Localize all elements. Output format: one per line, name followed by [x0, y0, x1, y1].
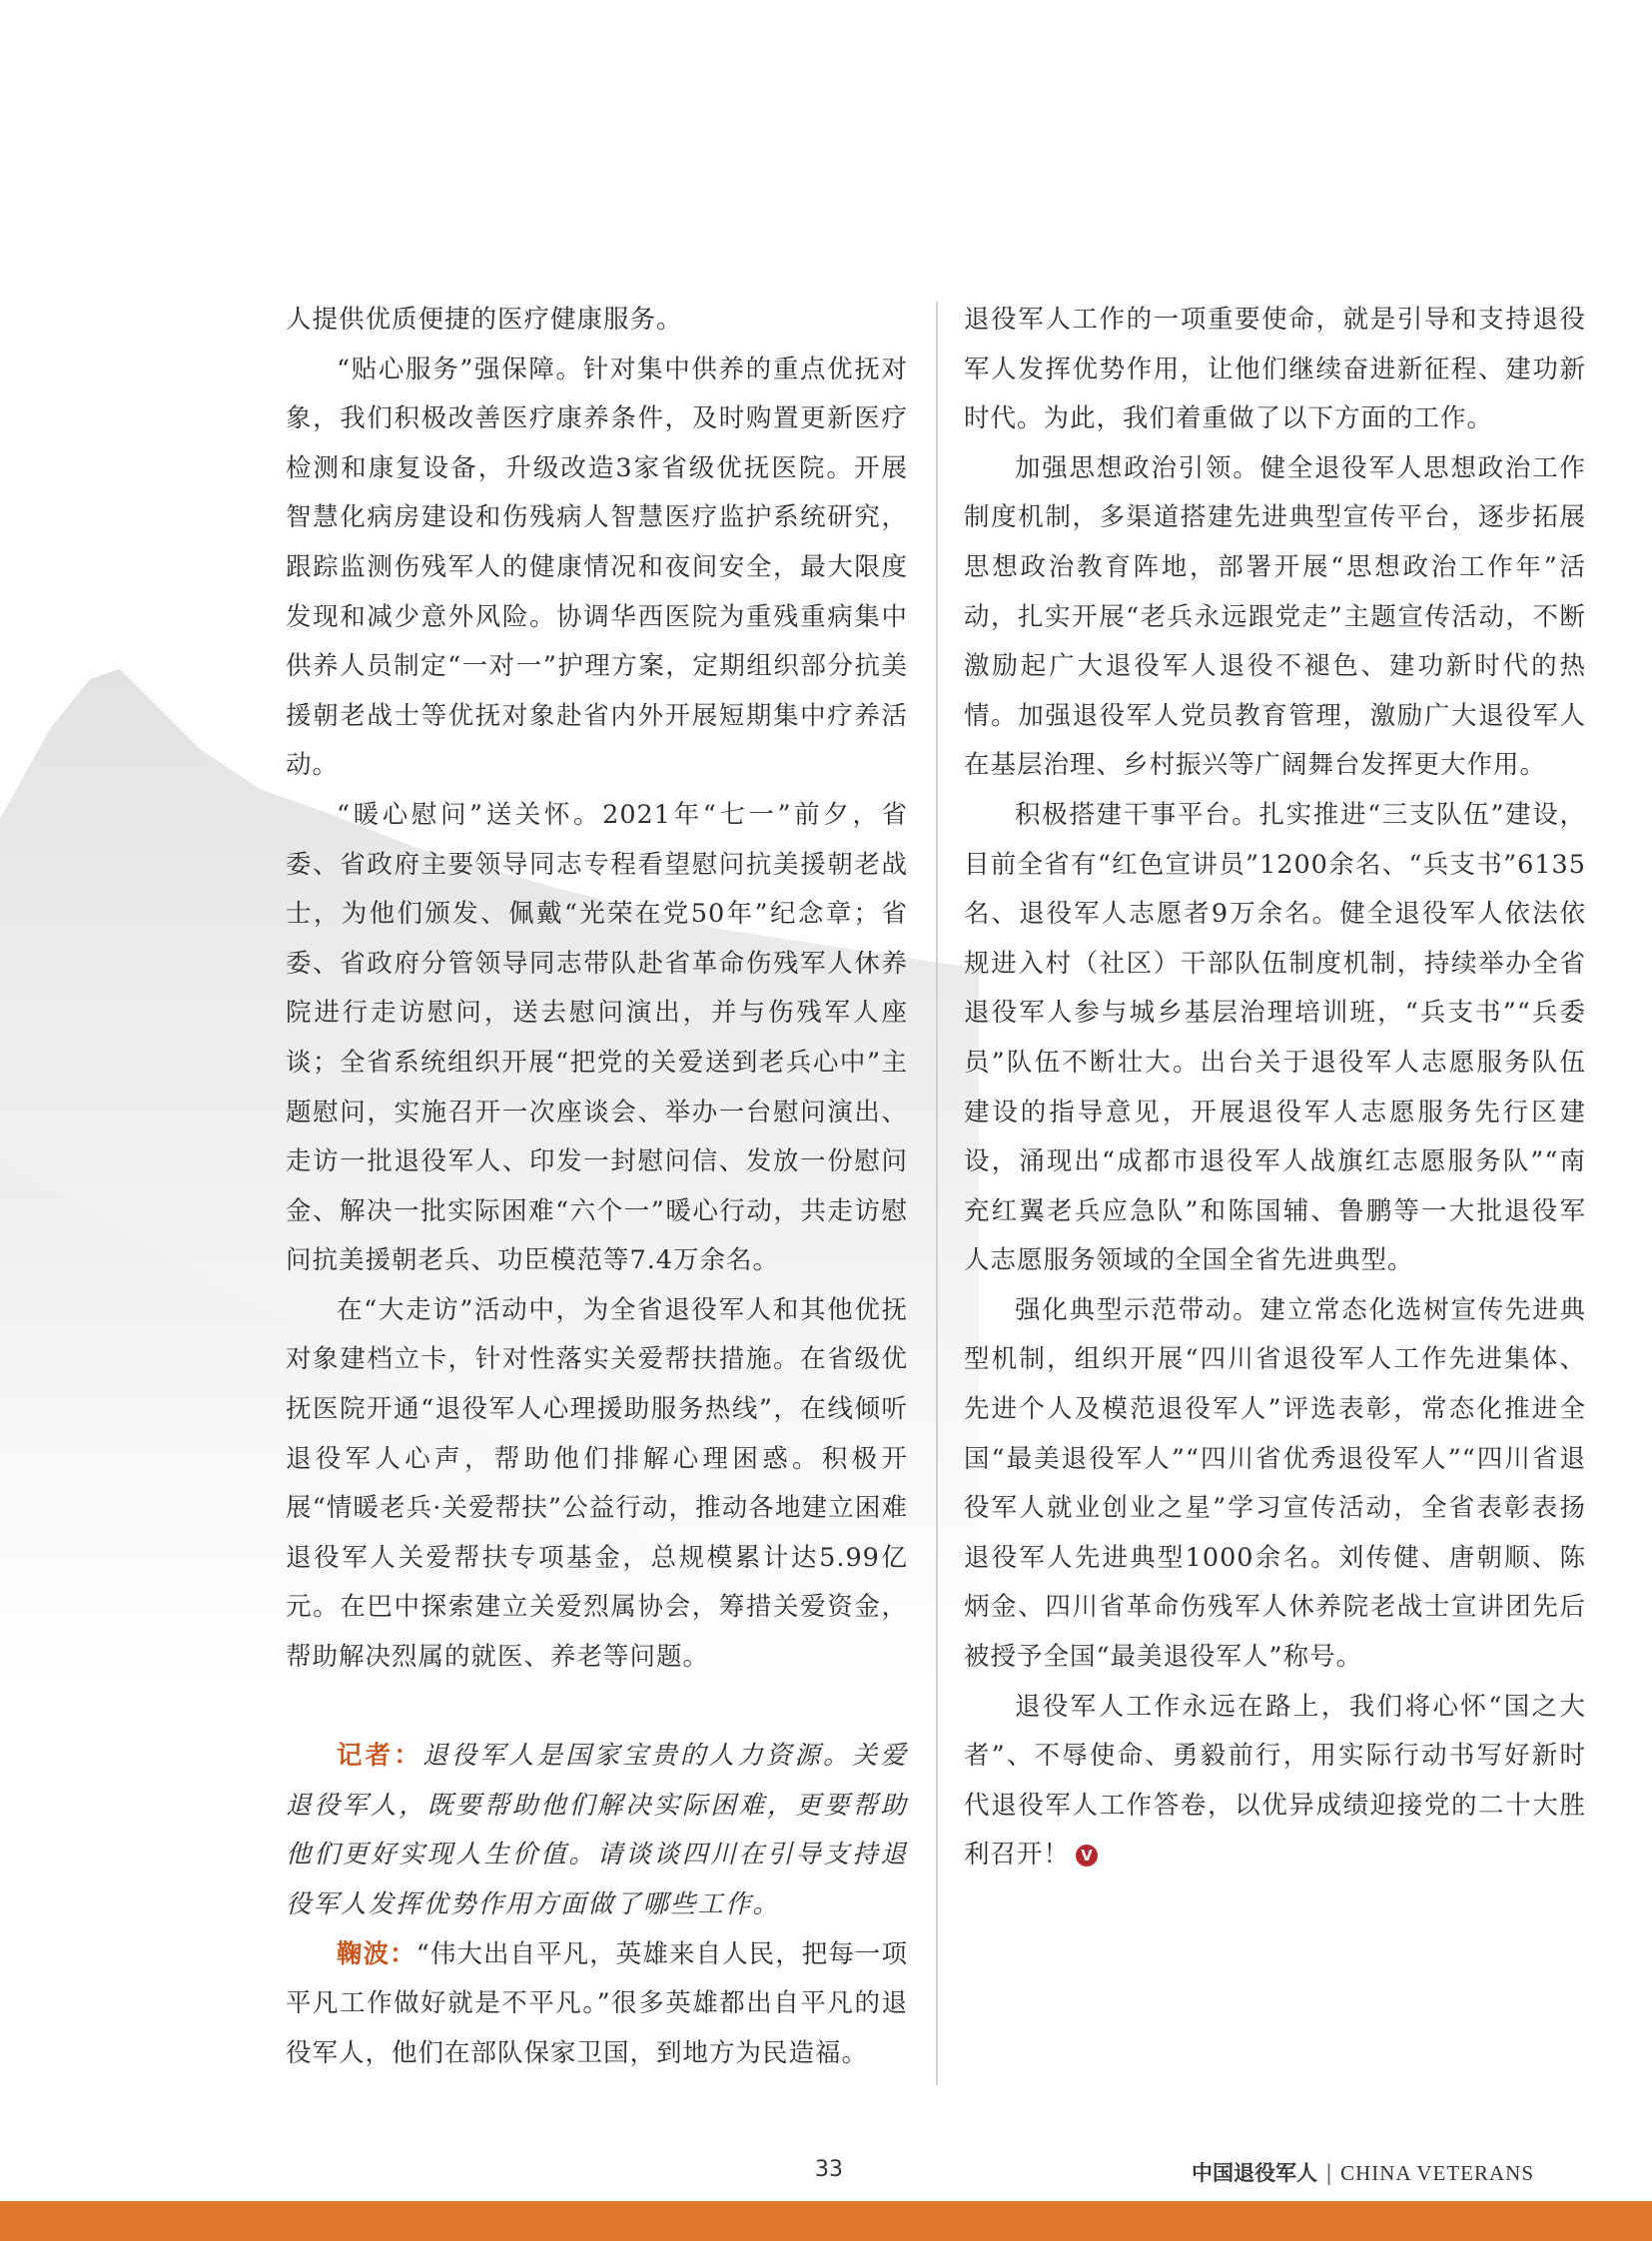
- answer-text: “伟大出自平凡，英雄来自人民，把每一项平凡工作做好就是不平凡。”很多英雄都出自平凡的退役军人，他们在部队保家卫国，到地方为民造福。: [286, 1938, 908, 2068]
- interview-answer: [286, 1930, 908, 2079]
- magazine-brand: [1192, 2157, 1534, 2187]
- paragraph: 积极搭建干事平台。扎实推进“三支队伍”建设，目前全省有“红色宣讲员”1200余名、“兵支书”6135名、退役军人志愿者9万余名。健全退役军人依法依规进入村（社区）干部队伍制度机制，持续举办全省退役军人参与城乡基层治理培训班，“兵支书”“兵委员”队伍不断壮大。出台关于退役军人志愿服务队伍建设的指导意见，开展退役军人志愿服务先行区建设，涌现出“成都市退役军人战旗红志愿服务队”“南充红翼老兵应急队”和陈国辅、鲁鹏等一大批退役军人志愿服务领域的全国全省先进典型。: [964, 799, 1586, 1276]
- paragraph-final: [964, 1683, 1586, 1880]
- paragraph: “暖心慰问”送关怀。2021年“七一”前夕，省委、省政府主要领导同志专程看望慰问抗美援朝老战士，为他们颁发、佩戴“光荣在党50年”纪念章；省委、省政府分管领导同志带队赴省革命伤残军人休养院进行走访慰问，送去慰问演出，并与伤残军人座谈；全省系统组织开展“把党的关爱送到老兵心中”主题慰问，实施召开一次座谈会、举办一台慰问演出、走访一批退役军人、印发一封慰问信、发放一份慰问金、解决一批实际困难“六个一”暖心行动，共走访慰问抗美援朝老兵、功臣模范等7.4万余名。: [286, 799, 908, 1276]
- brand-chinese: 中国退役军人: [1192, 2161, 1318, 2185]
- answer-speaker: 鞠波：: [337, 1938, 416, 1969]
- paragraph: 人提供优质便捷的医疗健康服务。: [286, 305, 683, 335]
- brand-separator: |: [1325, 2161, 1333, 2185]
- right-column: [964, 296, 1586, 1880]
- page-number: 33: [815, 2157, 843, 2182]
- final-text: 退役军人工作永远在路上，我们将心怀“国之大者”、不辱使命、勇毅前行，用实际行动书写好新时代退役军人工作答卷，以优异成绩迎接党的二十大胜利召开！: [964, 1691, 1586, 1870]
- end-mark-icon: V: [1076, 1845, 1098, 1867]
- footer-bar: [0, 2201, 1652, 2241]
- brand-english: CHINA VETERANS: [1340, 2161, 1534, 2185]
- paragraph: 退役军人工作的一项重要使命，就是引导和支持退役军人发挥优势作用，让他们继续奋进新征程、建功新时代。为此，我们着重做了以下方面的工作。: [964, 305, 1586, 434]
- paragraph: “贴心服务”强保障。针对集中供养的重点优抚对象，我们积极改善医疗康养条件，及时购置更新医疗检测和康复设备，升级改造3家省级优抚医院。开展智慧化病房建设和伤残病人智慧医疗监护系统研究，跟踪监测伤残军人的健康情况和夜间安全，最大限度发现和减少意外风险。协调华西医院为重残重病集中供养人员制定“一对一”护理方案，定期组织部分抗美援朝老战士等优抚对象赴省内外开展短期集中疗养活动。: [286, 354, 908, 781]
- paragraph: 强化典型示范带动。建立常态化选树宣传先进典型机制，组织开展“四川省退役军人工作先进集体、先进个人及模范退役军人”评选表彰，常态化推进全国“最美退役军人”“四川省优秀退役军人”“四川省退役军人就业创业之星”学习宣传活动，全省表彰表扬退役军人先进典型1000余名。刘传健、唐朝顺、陈炳金、四川省革命伤残军人休养院老战士宣讲团先后被授予全国“最美退役军人”称号。: [964, 1294, 1586, 1673]
- question-text: 退役军人是国家宝贵的人力资源。关爱退役军人，既要帮助他们解决实际困难，更要帮助他们更好实现人生价值。请谈谈四川在引导支持退役军人发挥优势作用方面做了哪些工作。: [286, 1741, 908, 1919]
- spacer: [286, 1683, 908, 1733]
- paragraph: 在“大走访”活动中，为全省退役军人和其他优抚对象建档立卡，针对性落实关爱帮扶措施。在省级优抚医院开通“退役军人心理援助服务热线”，在线倾听退役军人心声，帮助他们排解心理困惑。积极开展“情暖老兵·关爱帮扶”公益行动，推动各地建立困难退役军人关爱帮扶专项基金，总规模累计达5.99亿元。在巴中探索建立关爱烈属协会，筹措关爱资金，帮助解决烈属的就医、养老等问题。: [286, 1294, 908, 1673]
- interview-question: [286, 1732, 908, 1929]
- left-column: [286, 296, 908, 2078]
- question-speaker: 记者：: [337, 1741, 422, 1772]
- paragraph: 加强思想政治引领。健全退役军人思想政治工作制度机制，多渠道搭建先进典型宣传平台，逐步拓展思想政治教育阵地，部署开展“思想政治工作年”活动，扎实开展“老兵永远跟党走”主题宣传活动，不断激励起广大退役军人退役不褪色、建功新时代的热情。加强退役军人党员教育管理，激励广大退役军人在基层治理、乡村振兴等广阔舞台发挥更大作用。: [964, 452, 1586, 781]
- column-divider: [936, 302, 938, 2085]
